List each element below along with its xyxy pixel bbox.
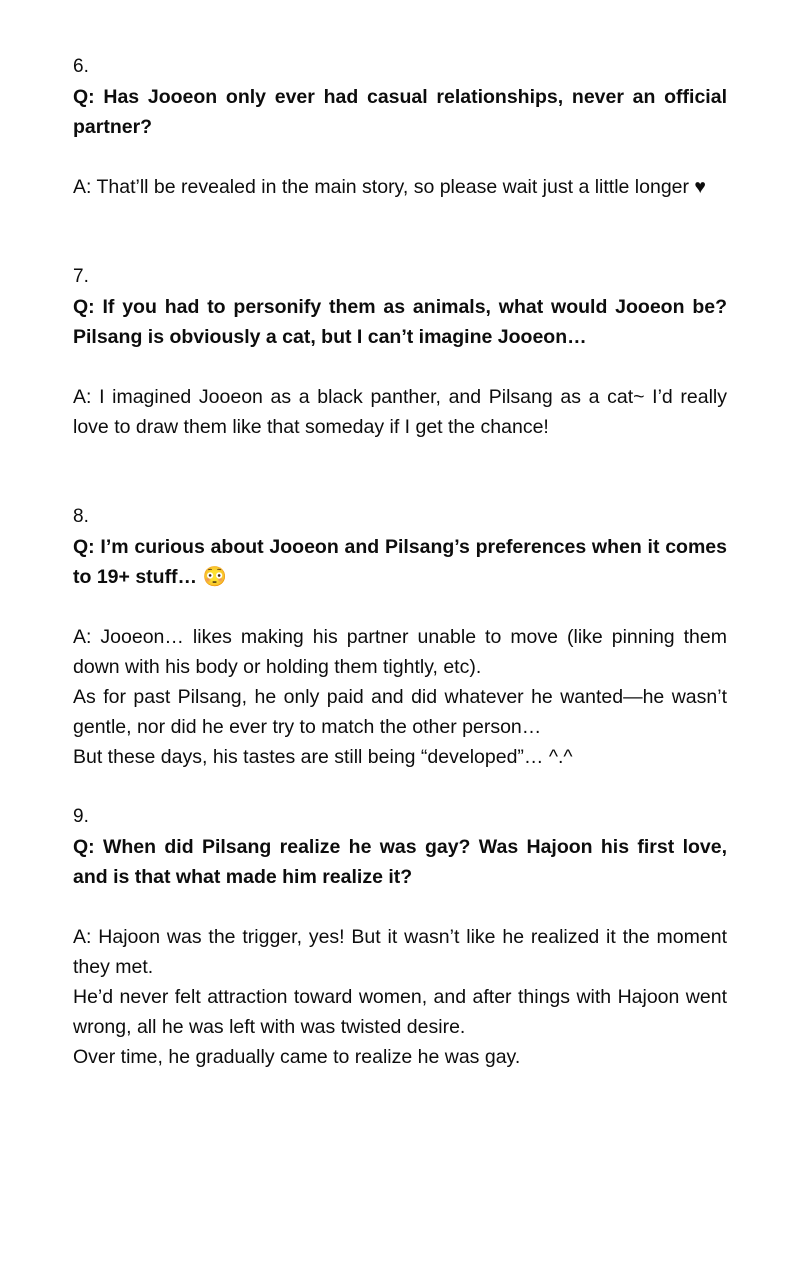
question-text: Q: If you had to personify them as animals, what would Jooeon be? Pilsang is obviously a cat, but I can’t imagine Jooeon… bbox=[73, 296, 727, 348]
spacer bbox=[73, 892, 727, 922]
answer-paragraph: But these days, his tastes are still being “developed”… ^.^ bbox=[73, 746, 573, 768]
spacer bbox=[73, 442, 727, 502]
answer-paragraph: A: That’ll be revealed in the main story, so please wait just a little longer ♥ bbox=[73, 176, 707, 198]
answer-paragraph: He’d never felt attraction toward women, and after things with Hajoon went wrong, all he was left with was twisted desire. bbox=[73, 986, 727, 1038]
question-text: Q: Has Jooeon only ever had casual relationships, never an official partner? bbox=[73, 86, 727, 138]
answer-paragraph: Over time, he gradually came to realize he was gay. bbox=[73, 1046, 521, 1068]
question-text: Q: When did Pilsang realize he was gay? Was Hajoon his first love, and is that what made him realize it? bbox=[73, 836, 727, 888]
answer-paragraph: A: Jooeon… likes making his partner unable to move (like pinning them down with his body or holding them tightly, etc). bbox=[73, 626, 727, 678]
qa-block-7 bbox=[73, 262, 727, 442]
answer-paragraph: A: Hajoon was the trigger, yes! But it wasn’t like he realized it the moment they met. bbox=[73, 926, 727, 978]
spacer bbox=[73, 142, 727, 172]
qa-block-8 bbox=[73, 502, 727, 772]
question-number: 9. bbox=[73, 806, 89, 827]
question-number: 7. bbox=[73, 266, 89, 287]
answer-paragraph: A: I imagined Jooeon as a black panther, and Pilsang as a cat~ I’d really love to draw them like that someday if I get the chance! bbox=[73, 386, 727, 438]
qa-block-6 bbox=[73, 52, 727, 202]
question-number: 6. bbox=[73, 56, 89, 77]
question-number: 8. bbox=[73, 506, 89, 527]
qa-block-9 bbox=[73, 802, 727, 1072]
spacer bbox=[73, 352, 727, 382]
answer-paragraph: As for past Pilsang, he only paid and did whatever he wanted—he wasn’t gentle, nor did he ever try to match the other person… bbox=[73, 686, 727, 738]
spacer bbox=[73, 772, 727, 802]
question-text: Q: I’m curious about Jooeon and Pilsang’s preferences when it comes to 19+ stuff… 😳 bbox=[73, 536, 727, 588]
spacer bbox=[73, 592, 727, 622]
spacer bbox=[73, 202, 727, 262]
